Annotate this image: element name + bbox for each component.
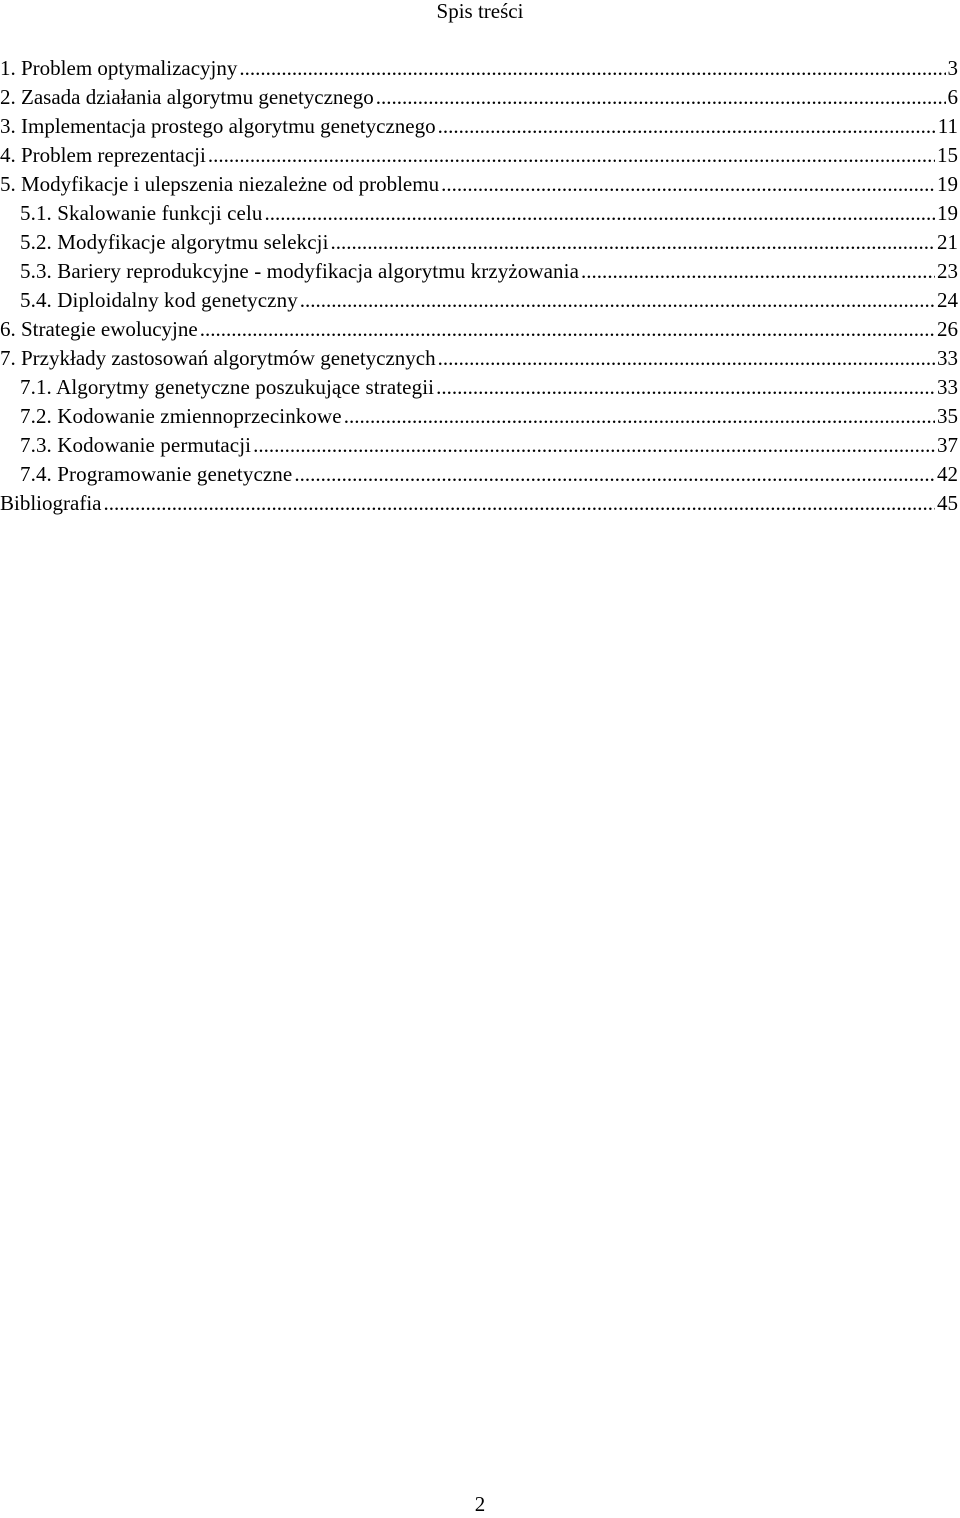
toc-leader-dots xyxy=(253,431,935,460)
table-of-contents xyxy=(0,54,960,518)
toc-leader-dots xyxy=(581,257,935,286)
page-title: Spis treści xyxy=(0,0,960,25)
toc-entry-label: 6. Strategie ewolucyjne xyxy=(0,315,198,344)
toc-leader-dots xyxy=(239,54,945,83)
toc-leader-dots xyxy=(441,170,935,199)
toc-entry-label: 7.4. Programowanie genetyczne xyxy=(20,460,292,489)
toc-entry[interactable] xyxy=(0,286,960,315)
toc-leader-dots xyxy=(438,344,935,373)
toc-entry-page: 15 xyxy=(937,141,960,170)
toc-entry-label: 5. Modyfikacje i ulepszenia niezależne od problemu xyxy=(0,170,439,199)
toc-leader-dots xyxy=(376,83,946,112)
toc-entry-page: 24 xyxy=(937,286,960,315)
toc-entry-label: 4. Problem reprezentacji xyxy=(0,141,206,170)
toc-leader-dots xyxy=(300,286,935,315)
toc-entry-page: 11 xyxy=(938,112,960,141)
toc-entry-label: 7.2. Kodowanie zmiennoprzecinkowe xyxy=(20,402,342,431)
toc-entry-page: 19 xyxy=(937,199,960,228)
toc-entry-label: 7. Przykłady zastosowań algorytmów genetycznych xyxy=(0,344,436,373)
toc-entry[interactable] xyxy=(0,54,960,83)
toc-entry[interactable] xyxy=(0,228,960,257)
toc-entry-page: 6 xyxy=(948,83,960,112)
toc-entry[interactable] xyxy=(0,315,960,344)
toc-entry-page: 37 xyxy=(937,431,960,460)
toc-entry-label: 1. Problem optymalizacyjny xyxy=(0,54,237,83)
toc-entry-page: 33 xyxy=(937,344,960,373)
toc-entry-page: 35 xyxy=(937,402,960,431)
toc-leader-dots xyxy=(294,460,935,489)
toc-entry-page: 3 xyxy=(948,54,960,83)
toc-entry-page: 26 xyxy=(937,315,960,344)
toc-entry-page: 33 xyxy=(937,373,960,402)
toc-leader-dots xyxy=(200,315,935,344)
toc-entry[interactable] xyxy=(0,83,960,112)
toc-entry-page: 42 xyxy=(937,460,960,489)
toc-entry[interactable] xyxy=(0,344,960,373)
toc-entry-label: 2. Zasada działania algorytmu genetycznego xyxy=(0,83,374,112)
toc-entry[interactable] xyxy=(0,199,960,228)
toc-entry-label: Bibliografia xyxy=(0,489,101,518)
toc-entry[interactable] xyxy=(0,373,960,402)
toc-entry[interactable] xyxy=(0,170,960,199)
toc-leader-dots xyxy=(438,112,936,141)
toc-entry-label: 7.1. Algorytmy genetyczne poszukujące strategii xyxy=(20,373,434,402)
toc-entry-page: 45 xyxy=(937,489,960,518)
toc-entry[interactable] xyxy=(0,112,960,141)
toc-leader-dots xyxy=(208,141,935,170)
toc-leader-dots xyxy=(331,228,935,257)
toc-entry-label: 5.2. Modyfikacje algorytmu selekcji xyxy=(20,228,329,257)
toc-entry-label: 5.3. Bariery reprodukcyjne - modyfikacja algorytmu krzyżowania xyxy=(20,257,579,286)
toc-entry[interactable] xyxy=(0,402,960,431)
toc-entry[interactable] xyxy=(0,257,960,286)
toc-entry[interactable] xyxy=(0,489,960,518)
toc-entry-label: 5.1. Skalowanie funkcji celu xyxy=(20,199,263,228)
toc-leader-dots xyxy=(436,373,935,402)
toc-entry-label: 3. Implementacja prostego algorytmu genetycznego xyxy=(0,112,436,141)
toc-entry-label: 5.4. Diploidalny kod genetyczny xyxy=(20,286,298,315)
toc-entry[interactable] xyxy=(0,460,960,489)
page-number: 2 xyxy=(0,1490,960,1518)
toc-leader-dots xyxy=(103,489,935,518)
toc-entry-page: 19 xyxy=(937,170,960,199)
toc-leader-dots xyxy=(344,402,935,431)
toc-entry-page: 23 xyxy=(937,257,960,286)
toc-entry-page: 21 xyxy=(937,228,960,257)
toc-entry[interactable] xyxy=(0,431,960,460)
toc-leader-dots xyxy=(265,199,936,228)
toc-entry-label: 7.3. Kodowanie permutacji xyxy=(20,431,251,460)
toc-entry[interactable] xyxy=(0,141,960,170)
